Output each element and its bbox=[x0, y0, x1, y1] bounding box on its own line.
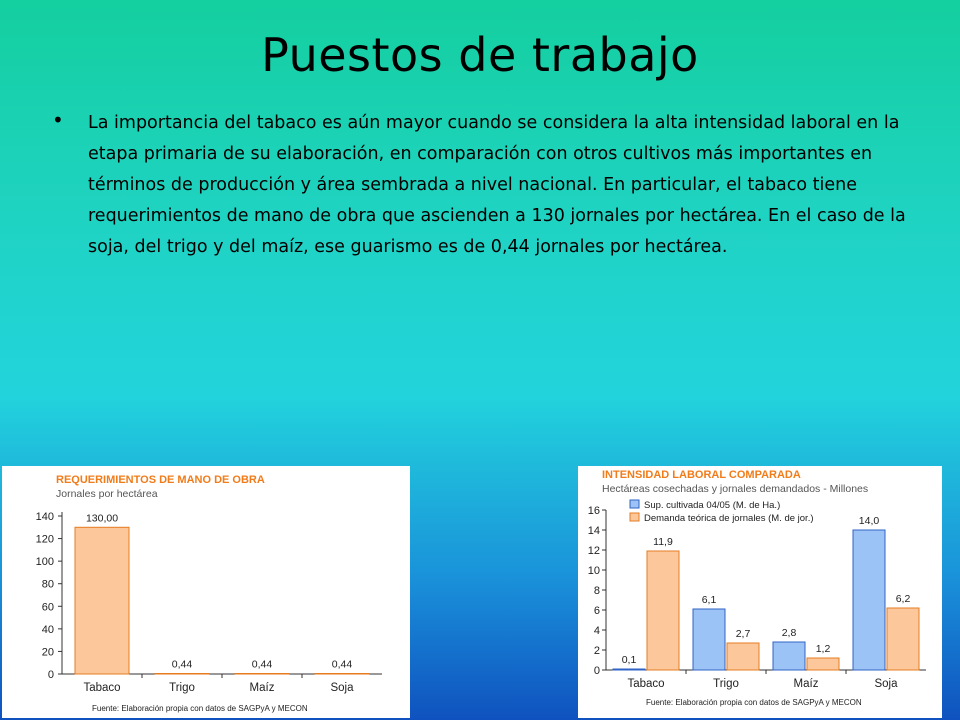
y-tick-label: 4 bbox=[593, 625, 600, 637]
x-tick-label: Maíz bbox=[249, 682, 275, 694]
bullet-paragraph bbox=[52, 108, 912, 263]
x-tick-label: Tabaco bbox=[83, 682, 121, 694]
bar-soja bbox=[315, 674, 369, 675]
chart1-subtitle: Jornales por hectárea bbox=[56, 488, 158, 500]
x-tick-label: Tabaco bbox=[627, 678, 665, 690]
chart2-plot bbox=[578, 466, 942, 718]
data-label: 6,2 bbox=[895, 593, 911, 605]
bar-soja-series2 bbox=[887, 608, 919, 670]
x-tick-label: Soja bbox=[330, 682, 354, 694]
y-tick-label: 8 bbox=[593, 585, 600, 597]
y-tick-label: 100 bbox=[35, 556, 54, 569]
chart2-title: INTENSIDAD LABORAL COMPARADA bbox=[602, 469, 801, 481]
chart2-subtitle: Hectáreas cosechadas y jornales demandados - Millones bbox=[602, 483, 869, 495]
data-label: 0,44 bbox=[331, 658, 353, 671]
data-label: 6,1 bbox=[701, 594, 717, 606]
chart-intensidad-laboral bbox=[578, 466, 942, 718]
y-tick-label: 140 bbox=[35, 511, 54, 523]
chart-mano-de-obra bbox=[2, 466, 410, 718]
data-label: 0,44 bbox=[171, 658, 193, 671]
y-tick-label: 40 bbox=[41, 623, 54, 636]
bullet-dot-icon: • bbox=[52, 108, 64, 132]
y-tick-label: 60 bbox=[41, 601, 54, 614]
y-tick-label: 0 bbox=[593, 665, 600, 677]
legend-swatch bbox=[630, 500, 639, 508]
x-tick-label: Maíz bbox=[793, 678, 819, 690]
data-label: 11,9 bbox=[653, 536, 673, 548]
x-tick-label: Soja bbox=[874, 678, 898, 690]
bar-maíz bbox=[235, 674, 289, 675]
data-label: 14,0 bbox=[858, 515, 880, 527]
chart1-source: Fuente: Elaboración propia con datos de SAGPyA y MECON bbox=[92, 704, 308, 713]
y-tick-label: 2 bbox=[593, 645, 600, 657]
x-tick-label: Trigo bbox=[169, 682, 195, 694]
bar-maíz-series2 bbox=[807, 658, 839, 670]
y-tick-label: 6 bbox=[593, 605, 600, 617]
bullet-text: La importancia del tabaco es aún mayor cuando se considera la alta intensidad laboral en la etapa primaria de su elaboración, en comparación con otros cultivos más importantes en términos de producción y área sembrada a nivel nacional. En particular, el tabaco tiene requerimientos de mano de obra que ascienden a 130 jornales por hectárea. En el caso de la soja, del trigo y del maíz, ese guarismo es de 0,44 jornales por hectárea. bbox=[88, 113, 906, 257]
y-tick-label: 80 bbox=[41, 578, 54, 591]
y-tick-label: 16 bbox=[587, 505, 600, 517]
bar-tabaco-series2 bbox=[647, 551, 679, 670]
legend-label: Demanda teórica de jornales (M. de jor.) bbox=[644, 513, 814, 524]
chart1-title: REQUERIMIENTOS DE MANO DE OBRA bbox=[56, 474, 265, 486]
bar-soja-series1 bbox=[853, 530, 885, 670]
y-tick-label: 0 bbox=[47, 669, 54, 681]
y-tick-label: 12 bbox=[587, 545, 600, 557]
bar-trigo-series1 bbox=[693, 609, 725, 670]
slide-title: Puestos de trabajo bbox=[261, 28, 699, 82]
y-tick-label: 120 bbox=[35, 533, 54, 546]
data-label: 0,1 bbox=[621, 654, 637, 666]
x-tick-label: Trigo bbox=[713, 678, 739, 690]
data-label: 0,44 bbox=[251, 658, 273, 671]
data-label: 2,8 bbox=[781, 627, 797, 639]
legend-swatch bbox=[630, 513, 639, 521]
data-label: 1,2 bbox=[815, 643, 831, 655]
data-label: 2,7 bbox=[735, 628, 751, 640]
bar-maíz-series1 bbox=[773, 642, 805, 670]
bar-trigo bbox=[155, 674, 209, 675]
chart1-plot bbox=[2, 466, 410, 718]
data-label: 130,00 bbox=[85, 512, 119, 525]
bar-tabaco bbox=[75, 527, 129, 674]
y-tick-label: 20 bbox=[41, 646, 54, 659]
bar-trigo-series2 bbox=[727, 643, 759, 670]
bar-tabaco-series1 bbox=[613, 669, 645, 670]
y-tick-label: 14 bbox=[587, 525, 600, 537]
chart2-source: Fuente: Elaboración propia con datos de SAGPyA y MECON bbox=[646, 698, 862, 707]
legend-label: Sup. cultivada 04/05 (M. de Ha.) bbox=[644, 500, 781, 511]
y-tick-label: 10 bbox=[587, 565, 600, 577]
